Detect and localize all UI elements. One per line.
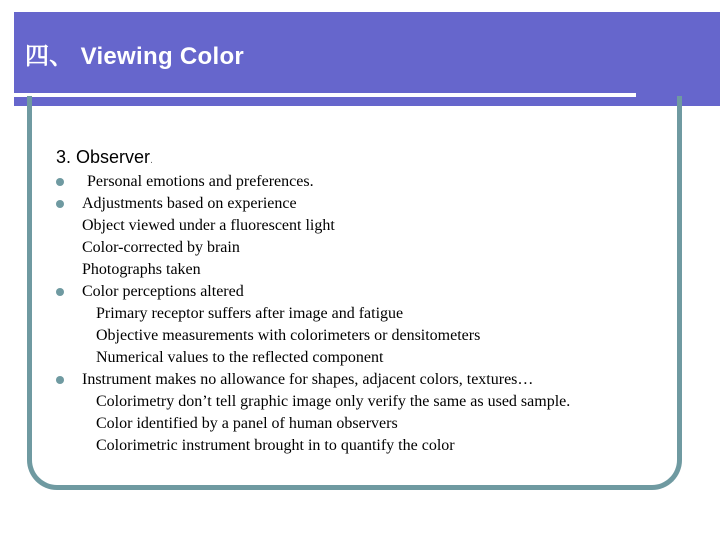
bullet-dot xyxy=(56,288,64,296)
bullet-dot xyxy=(56,178,64,186)
list-item: Instrument makes no allowance for shapes, adjacent colors, textures… xyxy=(82,371,534,388)
sub-list-item: Color identified by a panel of human observers xyxy=(96,415,398,432)
sub-list-item: Numerical values to the reflected component xyxy=(96,349,384,366)
sub-list-item: Objective measurements with colorimeters or densitometers xyxy=(96,327,481,344)
list-item: Personal emotions and preferences. xyxy=(87,173,314,190)
bullet-dot xyxy=(56,376,64,384)
sub-list-item: Colorimetry don’t tell graphic image only verify the same as used sample. xyxy=(96,393,571,410)
sub-list-item: Colorimetric instrument brought in to quantify the color xyxy=(96,437,455,454)
slide-title: 四、 Viewing Color xyxy=(25,43,245,70)
list-item: Adjustments based on experience xyxy=(82,195,297,212)
list-item: Photographs taken xyxy=(82,261,201,278)
list-item: Color-corrected by brain xyxy=(82,239,240,256)
section-heading xyxy=(56,147,153,168)
sub-list-item: Primary receptor suffers after image and fatigue xyxy=(96,305,404,322)
title-underline xyxy=(14,93,636,97)
list-item: Color perceptions altered xyxy=(82,283,244,300)
heading-text: Observer xyxy=(76,147,151,167)
heading-trailing: . xyxy=(150,155,153,166)
bullet-dot xyxy=(56,200,64,208)
list-item: Object viewed under a fluorescent light xyxy=(82,217,335,234)
heading-number: 3. xyxy=(56,147,72,167)
